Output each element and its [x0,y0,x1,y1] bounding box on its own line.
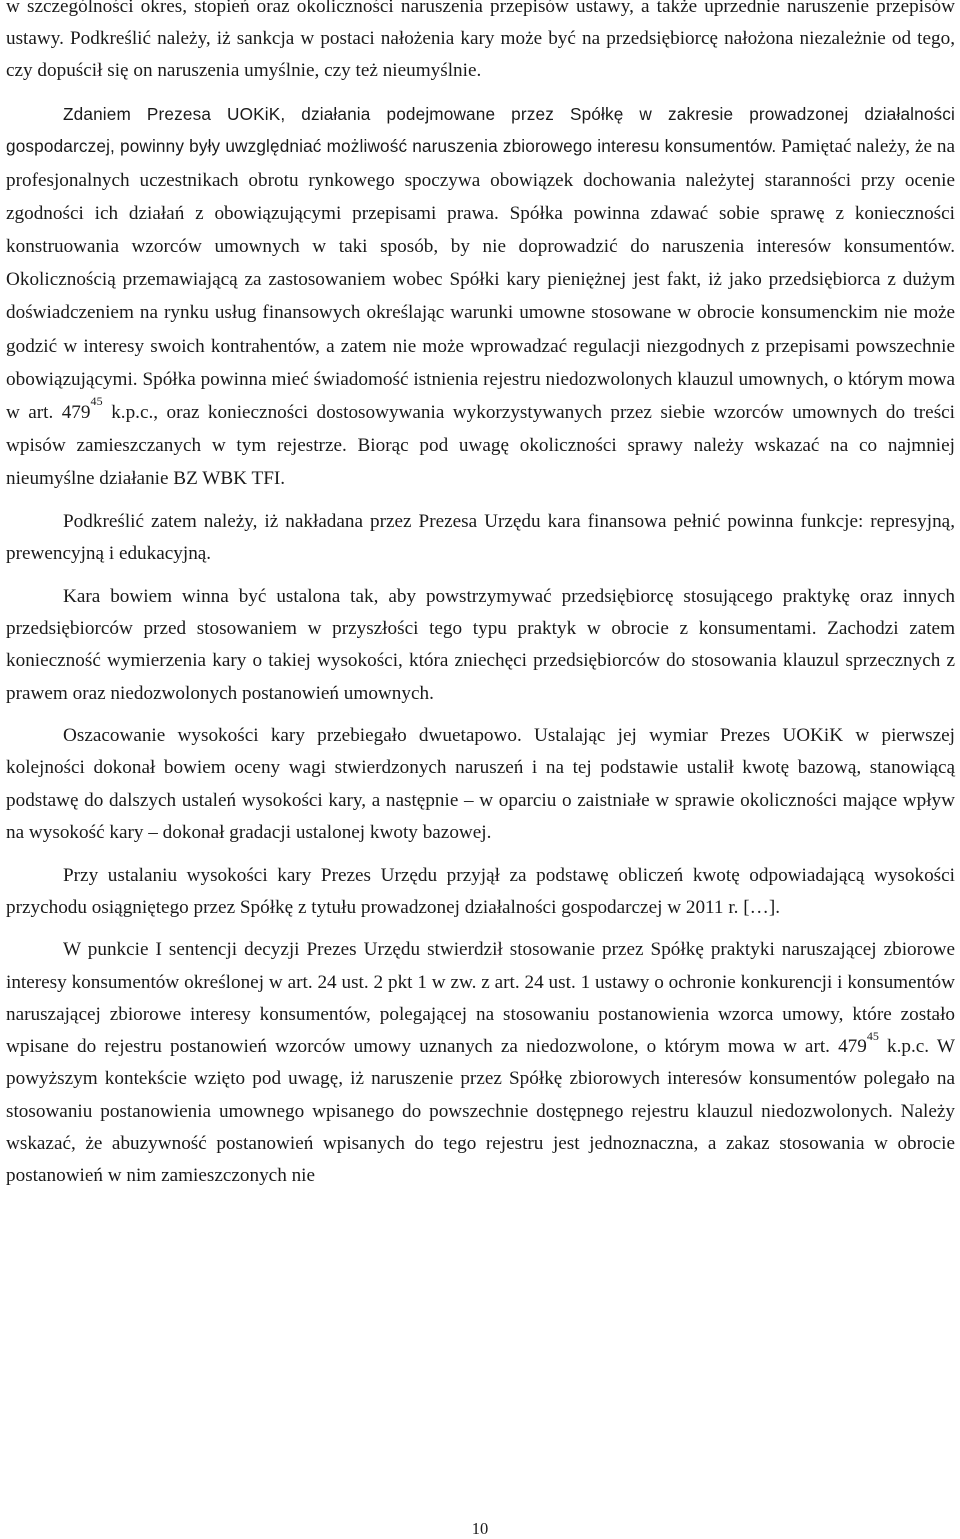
paragraph-2-text-sans: Zdaniem Prezesa UOKiK, działania podejmowane przez Spółkę w zakresie prowadzonej działalności gospodarczej, powinny były uwzględniać możliwość naruszenia zbiorowego interesu konsumentów. [6,104,955,157]
paragraph-4-text: Kara bowiem winna być ustalona tak, aby powstrzymywać przedsiębiorcę stosującego praktykę oraz innych przedsiębiorców przed stosowaniem w przyszłości tego typu praktyk w obrocie z konsumentami. Zachodzi zatem konieczność wymierzenia kary o takiej wysokości, która zniechęci przedsiębiorców do stosowania klauzul sprzecznych z prawem oraz niedozwolonych postanowień umownych. [6,585,955,704]
paragraph-7-superscript: 45 [866,1029,879,1044]
paragraph-5 [6,720,955,849]
paragraph-6 [6,860,955,924]
paragraph-3-text: Podkreślić zatem należy, iż nakładana przez Prezesa Urzędu kara finansowa pełnić powinna funkcje: represyjną, prewencyjną i edukacyjną. [6,511,955,565]
paragraph-2-superscript: 45 [90,393,103,408]
paragraph-7 [6,934,955,1192]
paragraph-3 [6,506,955,570]
paragraph-5-text: Oszacowanie wysokości kary przebiegało dwuetapowo. Ustalając jej wymiar Prezes UOKiK w pierwszej kolejności dokonał bowiem oceny wagi stwierdzonych naruszeń i na tej podstawie ustalił kwotę bazową, stanowiącą podstawę do dalszych ustaleń wysokości kary, a następnie – w oparciu o zaistniałe w sprawie okoliczności mające wpływ na wysokość kary – dokonał gradacji ustalonej kwoty bazowej. [6,725,955,843]
paragraph-1 [6,0,955,88]
paragraph-2-text-cont: k.p.c., oraz konieczności dostosowywania wykorzystywanych przez siebie wzorców umownych do treści wpisów zamieszczanych w tym rejestrze. Biorąc pod uwagę okoliczności sprawy należy wskazać na co najmniej nieumyślne działanie BZ WBK TFI. [6,401,956,490]
paragraph-7-text: W punkcie I sentencji decyzji Prezes Urzędu stwierdził stosowanie przez Spółkę praktyki naruszającej zbiorowe interesy konsumentów określonej w art. 24 ust. 2 pkt 1 w zw. z art. 24 ust. 1 ustawy o ochronie konkurencji i konsumentów naruszającej zbiorowe interesy konsumentów, polegającej na stosowaniu postanowienia wzorca umowy, które zostało wpisane do rejestru postanowień wzorców umowy uznanych za niedozwolone, o którym mowa w art. 479 [6,939,955,1058]
paragraph-6-text: Przy ustalaniu wysokości kary Prezes Urzędu przyjął za podstawę obliczeń kwotę odpowiadającą wysokości przychodu osiągniętego przez Spółkę z tytułu prowadzonej działalności gospodarczej w 2011 r. […]. [6,864,955,918]
document-page [6,0,955,1192]
page-number: 10 [471,1519,489,1538]
paragraph-7-text-cont: k.p.c. W powyższym kontekście wzięto pod uwagę, iż naruszenie przez Spółkę zbiorowych interesów konsumentów polegało na stosowaniu postanowienia umownego wpisanego do powszechnie dostępnego rejestru klauzul niedozwolonych. Należy wskazać, że abuzywność postanowień wpisanych do tego rejestru jest jednoznaczna, a zakaz stosowania w obrocie postanowień w nim zamieszczonych nie [6,1036,955,1186]
paragraph-2-text: Pamiętać należy, że na profesjonalnych uczestnikach obrotu rynkowego spoczywa obowiązek dochowania należytej staranności przy ocenie zgodności ich działań z obowiązującymi przepisami prawa. Spółka powinna zdawać sobie sprawę z konieczności konstruowania wzorców umownych w taki sposób, by nie doprowadzić do naruszenia interesów konsumentów. Okolicznością przemawiającą za zastosowaniem wobec Spółki kary pieniężnej jest fakt, iż jako przedsiębiorca z dużym doświadczeniem na rynku usług finansowych określając warunki umowne stosowane w obrocie konsumenckim nie może godzić w interesy swoich kontrahentów, a zatem nie może wprowadzać regulacji niezgodnych z przepisami powszechnie obowiązującymi. Spółka powinna mieć świadomość istnienia rejestru niedozwolonych klauzul umownych, o którym mowa w art. 479 [6,136,955,423]
paragraph-2 [6,98,955,495]
paragraph-4 [6,581,955,710]
paragraph-1-text: w szczególności okres, stopień oraz okoliczności naruszenia przepisów ustawy, a także uprzednie naruszenie przepisów ustawy. Podkreślić należy, iż sankcja w postaci nałożenia kary może być na przedsiębiorcę nałożona niezależnie od tego, czy dopuścił się on naruszenia umyślnie, czy też nieumyślnie. [6,0,955,82]
